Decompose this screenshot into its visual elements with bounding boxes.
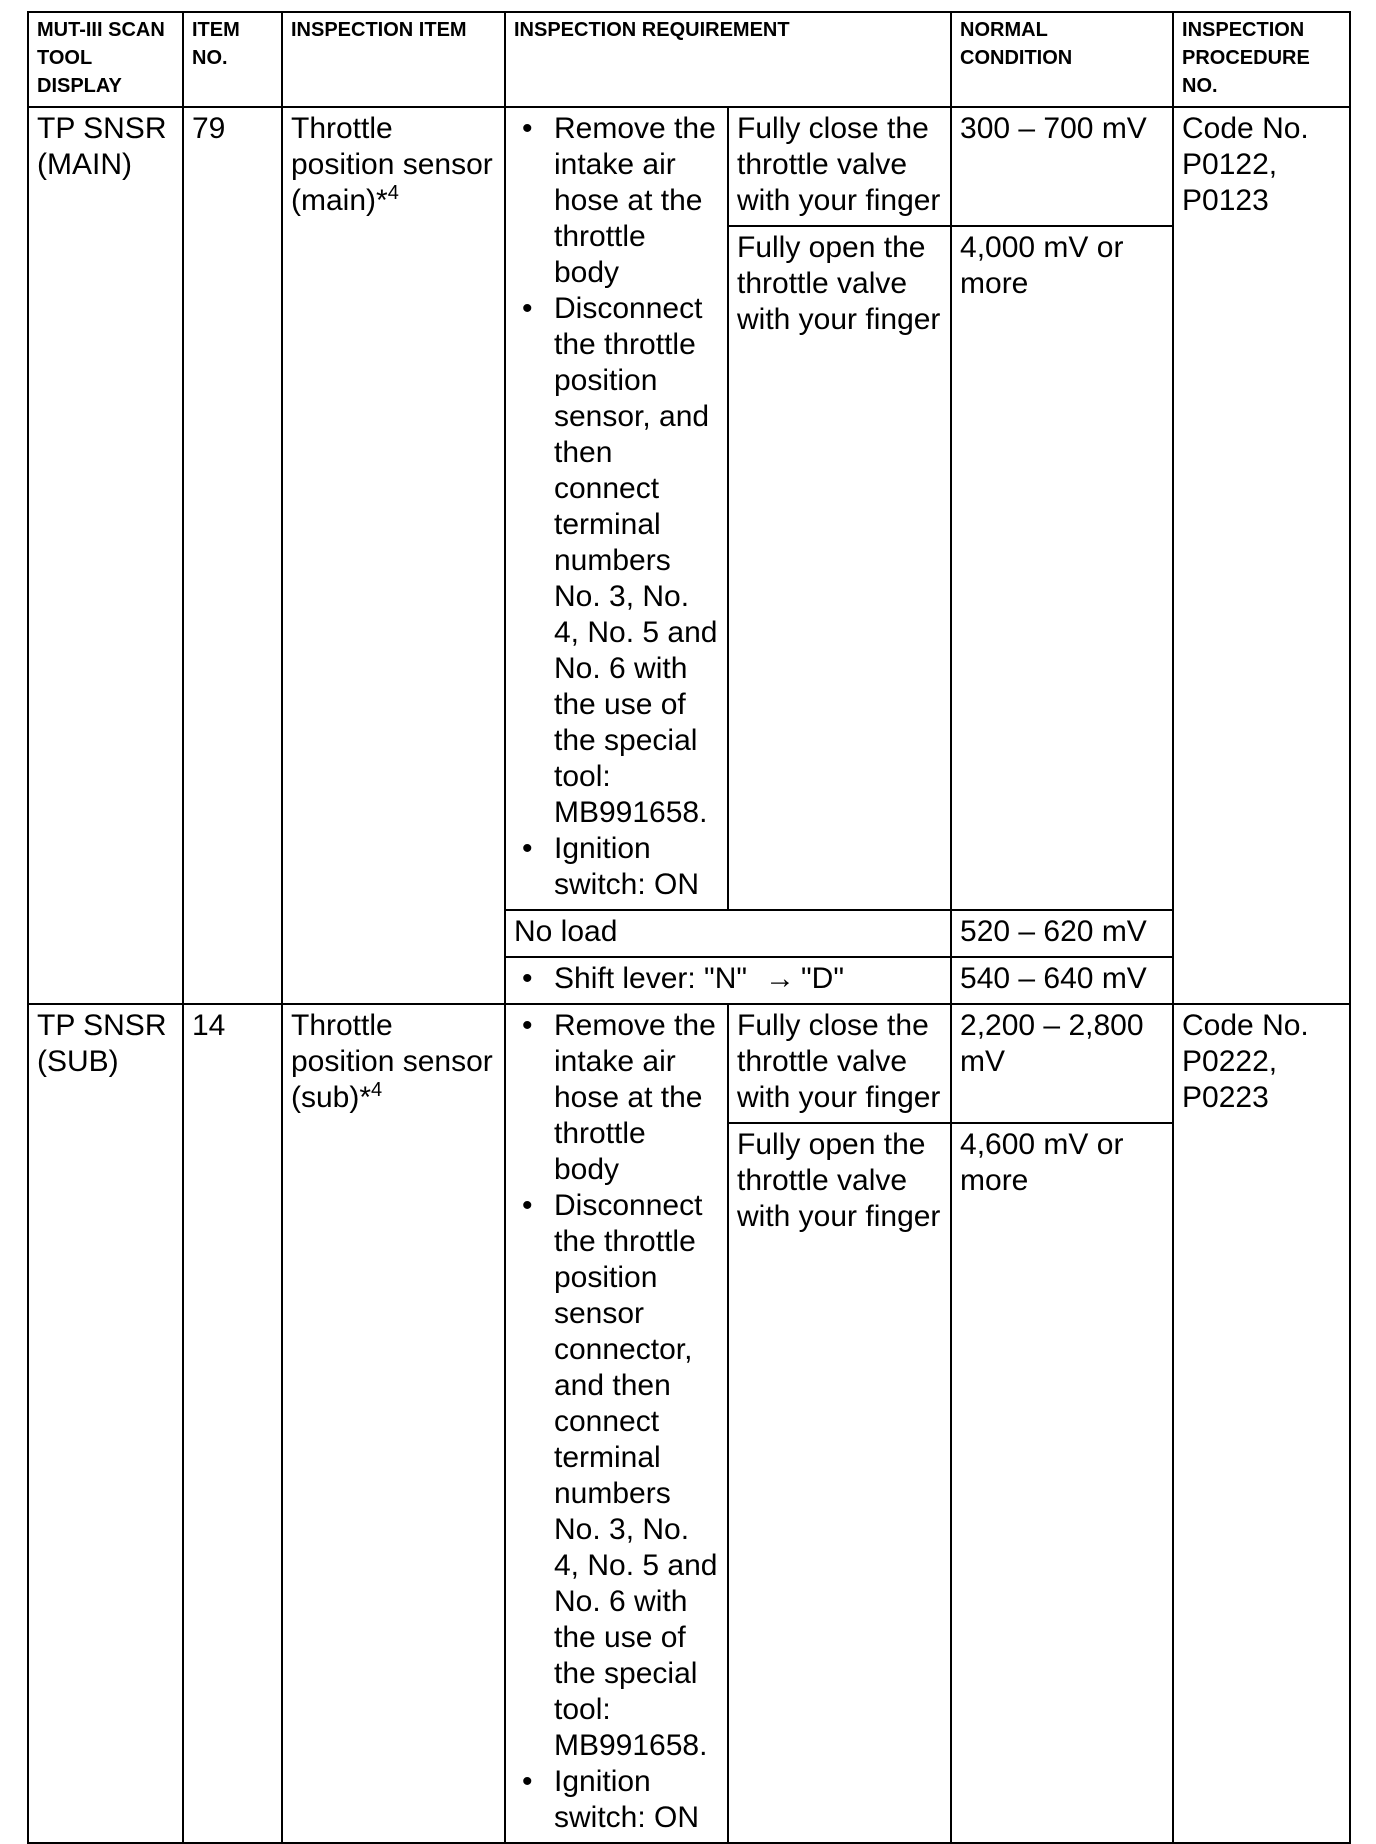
footnote-mark: 4 [387, 182, 399, 204]
requirement-list [514, 1008, 719, 1836]
list-item: • Remove the intake air hose at the throttle body [554, 111, 719, 291]
inspection-item-cell [282, 107, 505, 1004]
header-display: MUT-III SCAN TOOL DISPLAY [28, 12, 183, 107]
shift-target: "D" [801, 962, 844, 995]
table-row [28, 1004, 1350, 1123]
header-row [28, 12, 1350, 107]
procedure-cell: Code No. P0122, P0123 [1173, 107, 1350, 1004]
list-item [554, 961, 942, 997]
normal-value-cell: 540 – 640 mV [951, 957, 1173, 1004]
inspection-table [27, 11, 1351, 1844]
normal-value-cell: 300 – 700 mV [951, 107, 1173, 226]
shift-label: Shift lever: "N" [554, 962, 748, 995]
shift-lever-cell [505, 957, 951, 1004]
header-inspection-requirement: INSPECTION REQUIREMENT [505, 12, 951, 107]
item-name: Throttle position sensor (sub)* [291, 1009, 493, 1114]
inspection-item-cell [282, 1004, 505, 1843]
item-name: Throttle position sensor (main)* [291, 112, 493, 217]
condition-action-cell: Fully close the throttle valve with your finger [728, 1004, 951, 1123]
list-item: • Remove the intake air hose at the throttle body [554, 1008, 719, 1188]
display-cell: TP SNSR (MAIN) [28, 107, 183, 1004]
list-item: • Disconnect the throttle position sensor, and then connect terminal numbers No. 3, No. 4, No. 5 and No. 6 with the use of the special tool: MB991658. [554, 291, 719, 831]
header-item-no: ITEM NO. [183, 12, 282, 107]
normal-value-cell: 4,000 mV or more [951, 226, 1173, 910]
normal-value-cell: 4,600 mV or more [951, 1123, 1173, 1843]
requirement-cell [505, 1004, 728, 1843]
header-normal-condition: NORMAL CONDITION [951, 12, 1173, 107]
table-row [28, 107, 1350, 226]
list-item: • Ignition switch: ON [554, 1764, 719, 1836]
header-procedure-no: INSPECTION PROCEDURE NO. [1173, 12, 1350, 107]
no-load-cell: No load [505, 910, 951, 957]
normal-value-cell: 2,200 – 2,800 mV [951, 1004, 1173, 1123]
condition-action-cell: Fully open the throttle valve with your finger [728, 226, 951, 910]
condition-action-cell: Fully close the throttle valve with your finger [728, 107, 951, 226]
condition-action-cell: Fully open the throttle valve with your finger [728, 1123, 951, 1843]
header-inspection-item: INSPECTION ITEM [282, 12, 505, 107]
item-no-cell: 14 [183, 1004, 282, 1843]
procedure-cell: Code No. P0222, P0223 [1173, 1004, 1350, 1843]
requirement-cell [505, 107, 728, 910]
requirement-list [514, 111, 719, 903]
footnote-mark: 4 [371, 1079, 383, 1101]
list-item: • Ignition switch: ON [554, 831, 719, 903]
item-no-cell: 79 [183, 107, 282, 1004]
list-item: • Disconnect the throttle position sensor connector, and then connect terminal numbers No. 3, No. 4, No. 5 and No. 6 with the use of the special tool: MB991658. [554, 1188, 719, 1764]
arrow-right-icon: → [765, 962, 796, 995]
normal-value-cell: 520 – 620 mV [951, 910, 1173, 957]
display-cell: TP SNSR (SUB) [28, 1004, 183, 1843]
